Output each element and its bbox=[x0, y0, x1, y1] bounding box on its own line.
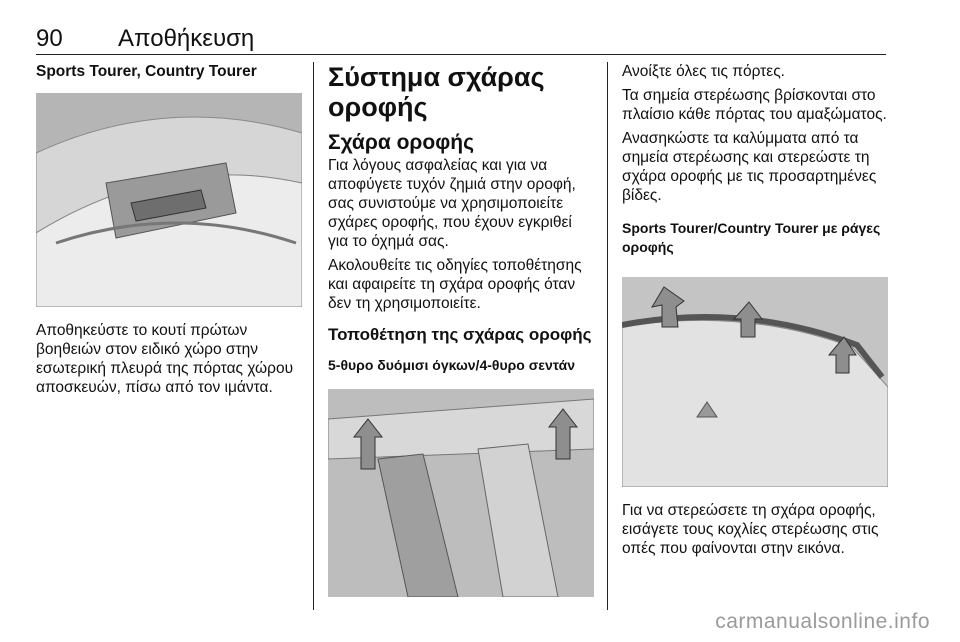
watermark: carmanualsonline.info bbox=[715, 610, 930, 633]
trunk-lid-illustration bbox=[36, 93, 302, 307]
page-number: 90 bbox=[36, 25, 63, 52]
page-header bbox=[36, 24, 886, 55]
column-3 bbox=[622, 62, 888, 558]
body-text: Ανασηκώστε τα καλύμματα από τα σημεία στερέωσης και στερεώστε τη σχάρα οροφής με τις προσαρτημένες βίδες. bbox=[622, 130, 877, 204]
chapter-title: Αποθήκευση bbox=[118, 25, 255, 52]
section-heading: Τοποθέτηση της σχάρας οροφής bbox=[328, 325, 592, 344]
body-text: Αποθηκεύστε το κουτί πρώτων βοηθειών στον ειδικό χώρο στην εσωτερική πλευρά της πόρτας χώρου αποσκευών, πίσω από τον ιμάντα. bbox=[36, 322, 294, 396]
body-text: Τα σημεία στερέωσης βρίσκονται στο πλαίσιο κάθε πόρτας του αμαξώματος. bbox=[622, 87, 887, 123]
column-divider bbox=[607, 62, 608, 610]
column-divider bbox=[313, 62, 314, 610]
body-text: Ανοίξτε όλες τις πόρτες. bbox=[622, 63, 785, 80]
variant-heading: 5-θυρο δυόμισι όγκων/4-θυρο σεντάν bbox=[328, 357, 575, 373]
section-heading: Sports Tourer, Country Tourer bbox=[36, 63, 257, 80]
body-text: Για να στερεώσετε τη σχάρα οροφής, εισάγετε τους κοχλίες στερέωσης στις οπές που φαίνονται στην εικόνα. bbox=[622, 502, 879, 557]
roof-rail-illustration bbox=[622, 277, 888, 487]
column-1 bbox=[36, 62, 302, 397]
section-title: Σύστημα σχάρας οροφής bbox=[328, 62, 545, 122]
variant-heading: Sports Tourer/Country Tourer με ράγες οροφής bbox=[622, 220, 881, 255]
body-text: Ακολουθείτε τις οδηγίες τοποθέτησης και αφαιρείτε τη σχάρα οροφής όταν δεν τη χρησιμοποιείτε. bbox=[328, 257, 582, 312]
body-text: Για λόγους ασφαλείας και για να αποφύγετε τυχόν ζημιά στην οροφή, σας συνιστούμε να χρησιμοποιείτε σχάρες οροφής, που έχουν εγκριθεί για το όχημά σας. bbox=[328, 157, 576, 250]
door-frame-illustration bbox=[328, 389, 594, 597]
column-2 bbox=[328, 62, 594, 597]
subsection-title: Σχάρα οροφής bbox=[328, 131, 474, 154]
